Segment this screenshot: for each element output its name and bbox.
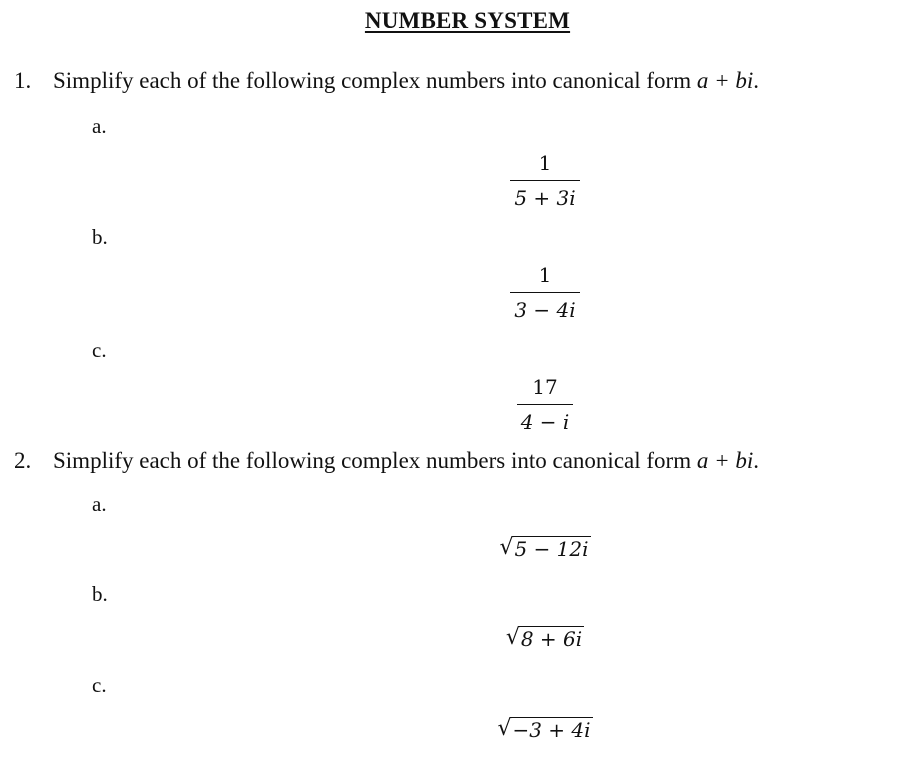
part-label: c.	[92, 673, 107, 697]
radicand: −3 + 4i	[512, 718, 591, 742]
numerator: 17	[532, 375, 558, 399]
denominator: 5 + 3i	[514, 186, 576, 211]
fraction-expression	[0, 374, 899, 435]
question-number: 1.	[14, 68, 32, 93]
question-number: 2.	[14, 448, 32, 473]
part-label: b.	[92, 582, 108, 606]
numerator: 1	[538, 263, 552, 287]
part-label: b.	[92, 225, 108, 249]
part-label: a.	[92, 114, 107, 138]
denominator: 3 − 4i	[514, 298, 576, 323]
part-label: c.	[92, 338, 107, 362]
radical-sign: √	[497, 716, 512, 741]
radical-sign: √	[505, 625, 520, 650]
canonical-form: a + bi	[696, 68, 754, 93]
canonical-form: a + bi	[696, 448, 754, 473]
fraction-expression	[0, 150, 899, 211]
question-text: Simplify each of the following complex numbers into canonical form a + bi.	[53, 68, 760, 93]
sqrt-expression	[0, 625, 899, 651]
question-text: Simplify each of the following complex numbers into canonical form a + bi.	[53, 448, 760, 473]
radicand: 8 + 6i	[520, 627, 583, 651]
page-title: NUMBER SYSTEM	[364, 8, 571, 33]
sqrt-expression	[0, 535, 899, 561]
part-label: a.	[92, 492, 107, 516]
radical-sign: √	[499, 535, 514, 560]
numerator: 1	[538, 151, 552, 175]
denominator: 4 − i	[520, 410, 570, 435]
sqrt-expression	[0, 716, 899, 742]
radicand: 5 − 12i	[514, 537, 589, 561]
fraction-expression	[0, 262, 899, 323]
